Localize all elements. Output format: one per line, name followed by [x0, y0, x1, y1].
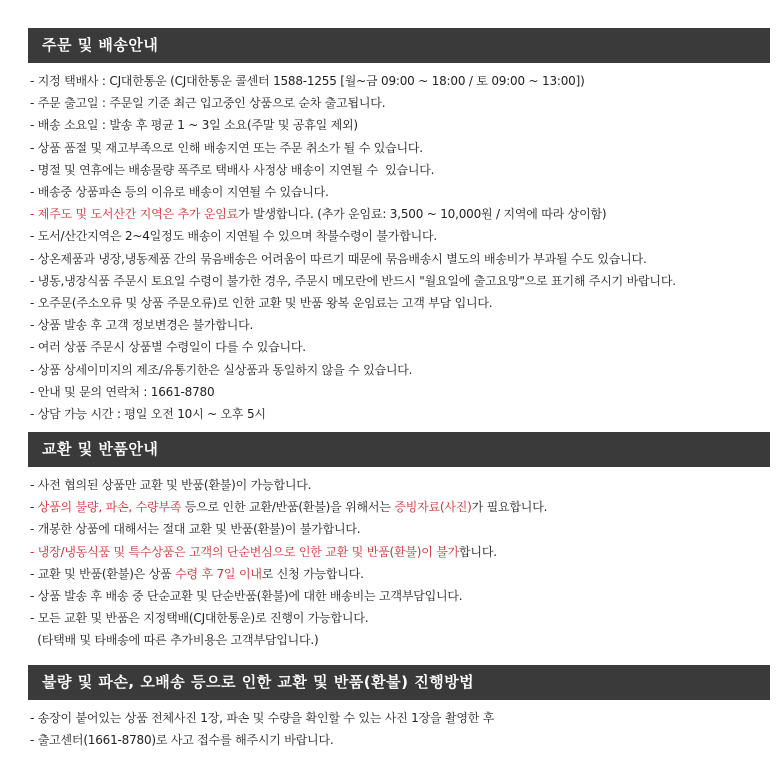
- notice-text: - 배송 소요일 : 발송 후 평균 1 ~ 3일 소요(주말 및 공휴일 제외): [30, 118, 358, 133]
- notice-text: 가 필요합니다.: [471, 500, 548, 515]
- notice-text: - 출고센터(1661-8780)로 사고 접수를 해주시기 바랍니다.: [30, 733, 334, 748]
- section-defect-procedure: [28, 665, 770, 751]
- notice-text: - 상품 발송 후 배송 중 단순교환 및 단순반품(환불)에 대한 배송비는 고객부담입니다.: [30, 589, 463, 604]
- notice-text: - 모든 교환 및 반품은 지정택배(CJ대한통운)로 진행이 가능합니다.: [30, 611, 369, 626]
- notice-line: [28, 729, 770, 751]
- notice-line: [28, 518, 770, 540]
- notice-line: [28, 563, 770, 585]
- highlight-text: - 냉장/냉동식품 및 특수상품은 고객의 단순변심으로 인한 교환 및 반품(환불)이 불가: [30, 544, 460, 559]
- highlight-text: - 제주도 및 도서산간 지역은 추가 운임료: [30, 207, 239, 222]
- section-title: 교환 및 반품안내: [28, 432, 770, 467]
- notice-line: [28, 381, 770, 403]
- notice-line: [28, 159, 770, 181]
- notice-line: [28, 707, 770, 729]
- notice-line: [28, 92, 770, 114]
- notice-text: - 개봉한 상품에 대해서는 절대 교환 및 반품(환불)이 불가합니다.: [30, 522, 361, 537]
- notice-text: -: [30, 500, 38, 515]
- notice-list: [28, 70, 770, 425]
- notice-line: [28, 248, 770, 270]
- highlight-text: 상품의 불량, 파손, 수량부족: [37, 500, 182, 515]
- notice-line: [28, 336, 770, 358]
- notice-text: - 상담 가능 시간 : 평일 오전 10시 ~ 오후 5시: [30, 407, 266, 422]
- notice-line: [28, 203, 770, 225]
- notice-text: 로 신청 가능합니다.: [261, 566, 364, 581]
- notice-text: - 상품 품절 및 재고부족으로 인해 배송지연 또는 주문 취소가 될 수 있습니다.: [30, 140, 423, 155]
- notice-text: 등으로 인한 교환/반품(환불)을 위해서는: [181, 500, 395, 515]
- section-title: 불량 및 파손, 오배송 등으로 인한 교환 및 반품(환불) 진행방법: [28, 665, 770, 700]
- notice-text: - 도서/산간지역은 2~4일정도 배송이 지연될 수 있으며 착불수령이 불가합니다.: [30, 229, 437, 244]
- section-exchange-return: [28, 432, 770, 652]
- notice-text: - 명절 및 연휴에는 배송물량 폭주로 택배사 사정상 배송이 지연될 수 있습니다.: [30, 162, 435, 177]
- notice-line: [28, 114, 770, 136]
- notice-line: [28, 541, 770, 563]
- notice-text: - 오주문(주소오류 및 상품 주문오류)로 인한 교환 및 반품 왕복 운임료는 고객 부담 입니다.: [30, 296, 493, 311]
- notice-line: [28, 474, 770, 496]
- section-order-shipping: [28, 28, 770, 425]
- notice-line: [28, 270, 770, 292]
- highlight-text: 수령 후 7일 이내: [175, 566, 262, 581]
- notice-text: - 주문 출고일 : 주문일 기준 최근 입고중인 상품으로 순차 출고됩니다.: [30, 96, 386, 111]
- notice-line: [28, 314, 770, 336]
- notice-line: [28, 629, 770, 651]
- notice-line: [28, 292, 770, 314]
- highlight-text: 증빙자료(사진): [394, 500, 472, 515]
- notice-line: [28, 359, 770, 381]
- notice-text: 합니다.: [459, 544, 497, 559]
- notice-text: - 상품 상세이미지의 제조/유통기한은 실상품과 동일하지 않을 수 있습니다.: [30, 362, 413, 377]
- notice-line: [28, 496, 770, 518]
- notice-line: [28, 607, 770, 629]
- notice-line: [28, 70, 770, 92]
- notice-text: - 여러 상품 주문시 상품별 수령일이 다를 수 있습니다.: [30, 340, 306, 355]
- notice-text: (타택배 및 타배송에 따른 추가비용은 고객부담입니다.): [30, 633, 319, 648]
- section-title: 주문 및 배송안내: [28, 28, 770, 63]
- notice-text: - 상온제품과 냉장,냉동제품 간의 묶음배송은 어려움이 따르기 때문에 묶음배송시 별도의 배송비가 부과될 수도 있습니다.: [30, 251, 647, 266]
- notice-line: [28, 585, 770, 607]
- notice-text: - 지정 택배사 : CJ대한통운 (CJ대한통운 콜센터 1588-1255 [월~금 09:00 ~ 18:00 / 토 09:00 ~ 13:00]): [30, 74, 585, 88]
- notice-list: [28, 474, 770, 652]
- notice-text: - 안내 및 문의 연락처 : 1661-8780: [30, 384, 215, 399]
- notice-text: - 교환 및 반품(환불)은 상품: [30, 566, 176, 581]
- notice-text: - 배송중 상품파손 등의 이유로 배송이 지연될 수 있습니다.: [30, 185, 329, 200]
- notice-text: 가 발생합니다. (추가 운임료: 3,500 ~ 10,000원 / 지역에 따라 상이함): [238, 207, 607, 222]
- notice-line: [28, 181, 770, 203]
- notice-list: [28, 707, 770, 751]
- notice-text: - 사전 협의된 상품만 교환 및 반품(환불)이 가능합니다.: [30, 478, 312, 492]
- notice-text: - 상품 발송 후 고객 정보변경은 불가합니다.: [30, 318, 254, 333]
- notice-text: - 송장이 붙어있는 상품 전체사진 1장, 파손 및 수량을 확인할 수 있는 사진 1장을 촬영한 후: [30, 711, 495, 725]
- notice-text: - 냉동,냉장식품 주문시 토요일 수령이 불가한 경우, 주문시 메모란에 반드시 "월요일에 출고요망"으로 표기해 주시기 바랍니다.: [30, 273, 676, 288]
- notice-line: [28, 403, 770, 425]
- notice-line: [28, 225, 770, 247]
- notice-line: [28, 137, 770, 159]
